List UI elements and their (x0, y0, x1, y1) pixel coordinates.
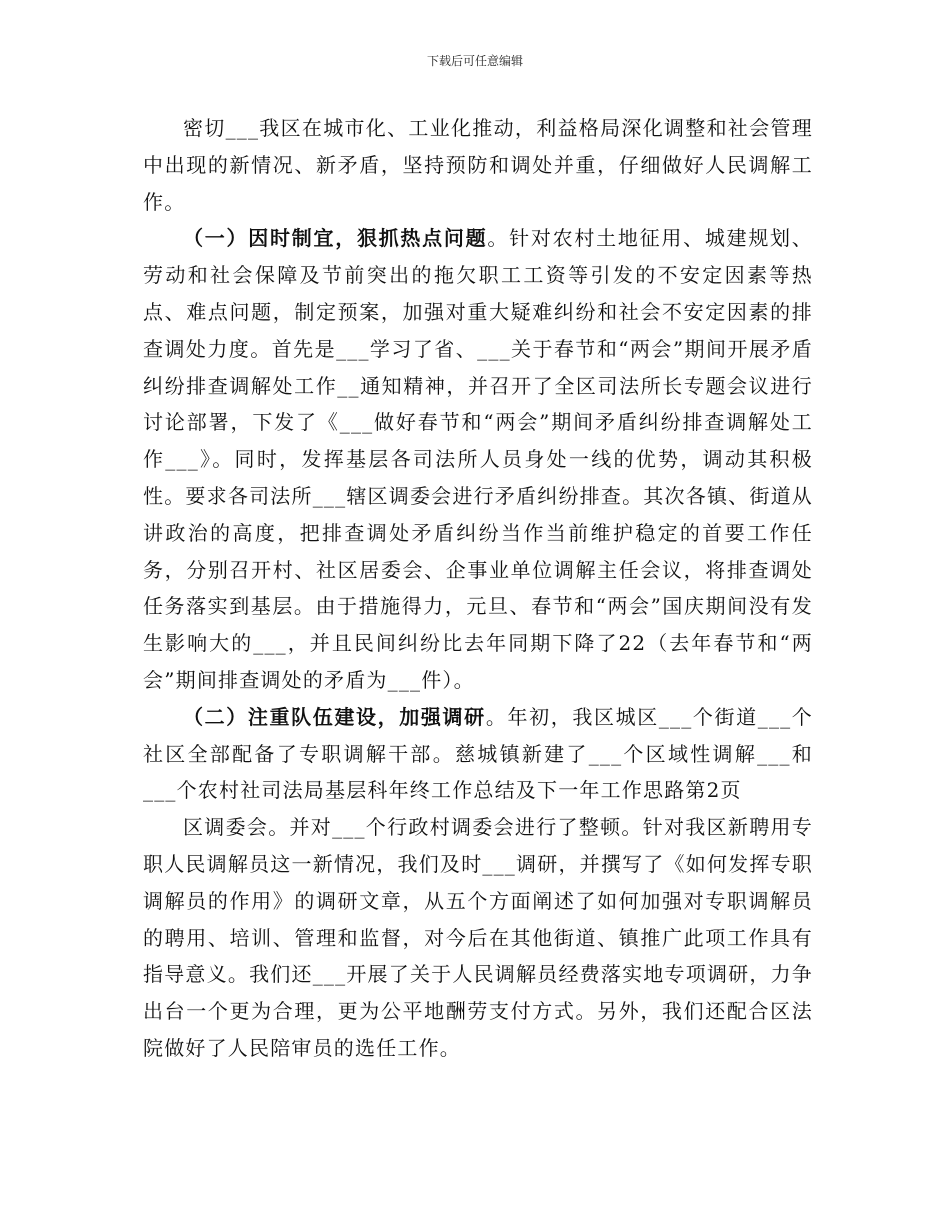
section-1-body: 。针对农村土地征用、城建规划、劳动和社会保障及节前突出的拖欠职工工资等引发的不安定因素等热点、难点问题，制定预案，加强对重大疑难纠纷和社会不安定因素的排查调处力度。首先是___学习了省、___关于春节和“两会”期间开展矛盾纠纷排查调解处工作__通知精神，并召开了全区司法所长专题会议进行讨论部署，下发了《___做好春节和“两会”期间矛盾纠纷排查调解处工作___》。同时，发挥基层各司法所人员身处一线的优势，调动其积极性。要求各司法所___辖区调委会进行矛盾纠纷排查。其次各镇、街道从讲政治的高度，把排查调处矛盾纠纷当作当前维护稳定的首要工作任务，分别召开村、社区居委会、企事业单位调解主任会议，将排查调处任务落实到基层。由于措施得力，元旦、春节和“两会”国庆期间没有发生影响大的___，并且民间纠纷比去年同期下降了22（去年春节和“两会”期间排查调处的矛盾为___件）。 (143, 226, 813, 692)
document-body (143, 110, 813, 1067)
paragraph-intro: 密切___我区在城市化、工业化推动，利益格局深化调整和社会管理中出现的新情况、新矛盾，坚持预防和调处并重，仔细做好人民调解工作。 (143, 116, 813, 214)
section-2-body: 。年初，我区城区___个街道___个社区全部配备了专职调解干部。慈城镇新建了___个区域性调解___和___个农村社司法局基层科年终工作总结及下一年工作思路第2页 (143, 704, 813, 803)
paragraph-section-2-continued: 区调委会。并对___个行政村调委会进行了整顿。针对我区新聘用专职人民调解员这一新情况，我们及时___调研，并撰写了《如何发挥专职调解员的作用》的调研文章，从五个方面阐述了如何加强对专职调解员的聘用、培训、管理和监督，对今后在其他街道、镇推广此项工作具有指导意义。我们还___开展了关于人民调解员经费落实地专项调研，力争出台一个更为合理，更为公平地酬劳支付方式。另外，我们还配合区法院做好了人民陪审员的选任工作。 (143, 815, 813, 1060)
page-header: 下载后可任意编辑 (426, 54, 523, 68)
section-1-heading: （一）因时制宜，狠抓热点问题 (183, 226, 488, 251)
section-2-heading: （二）注重队伍建设，加强调研 (183, 704, 486, 729)
paragraph-section-2 (143, 699, 813, 809)
paragraph-section-1 (143, 220, 813, 698)
